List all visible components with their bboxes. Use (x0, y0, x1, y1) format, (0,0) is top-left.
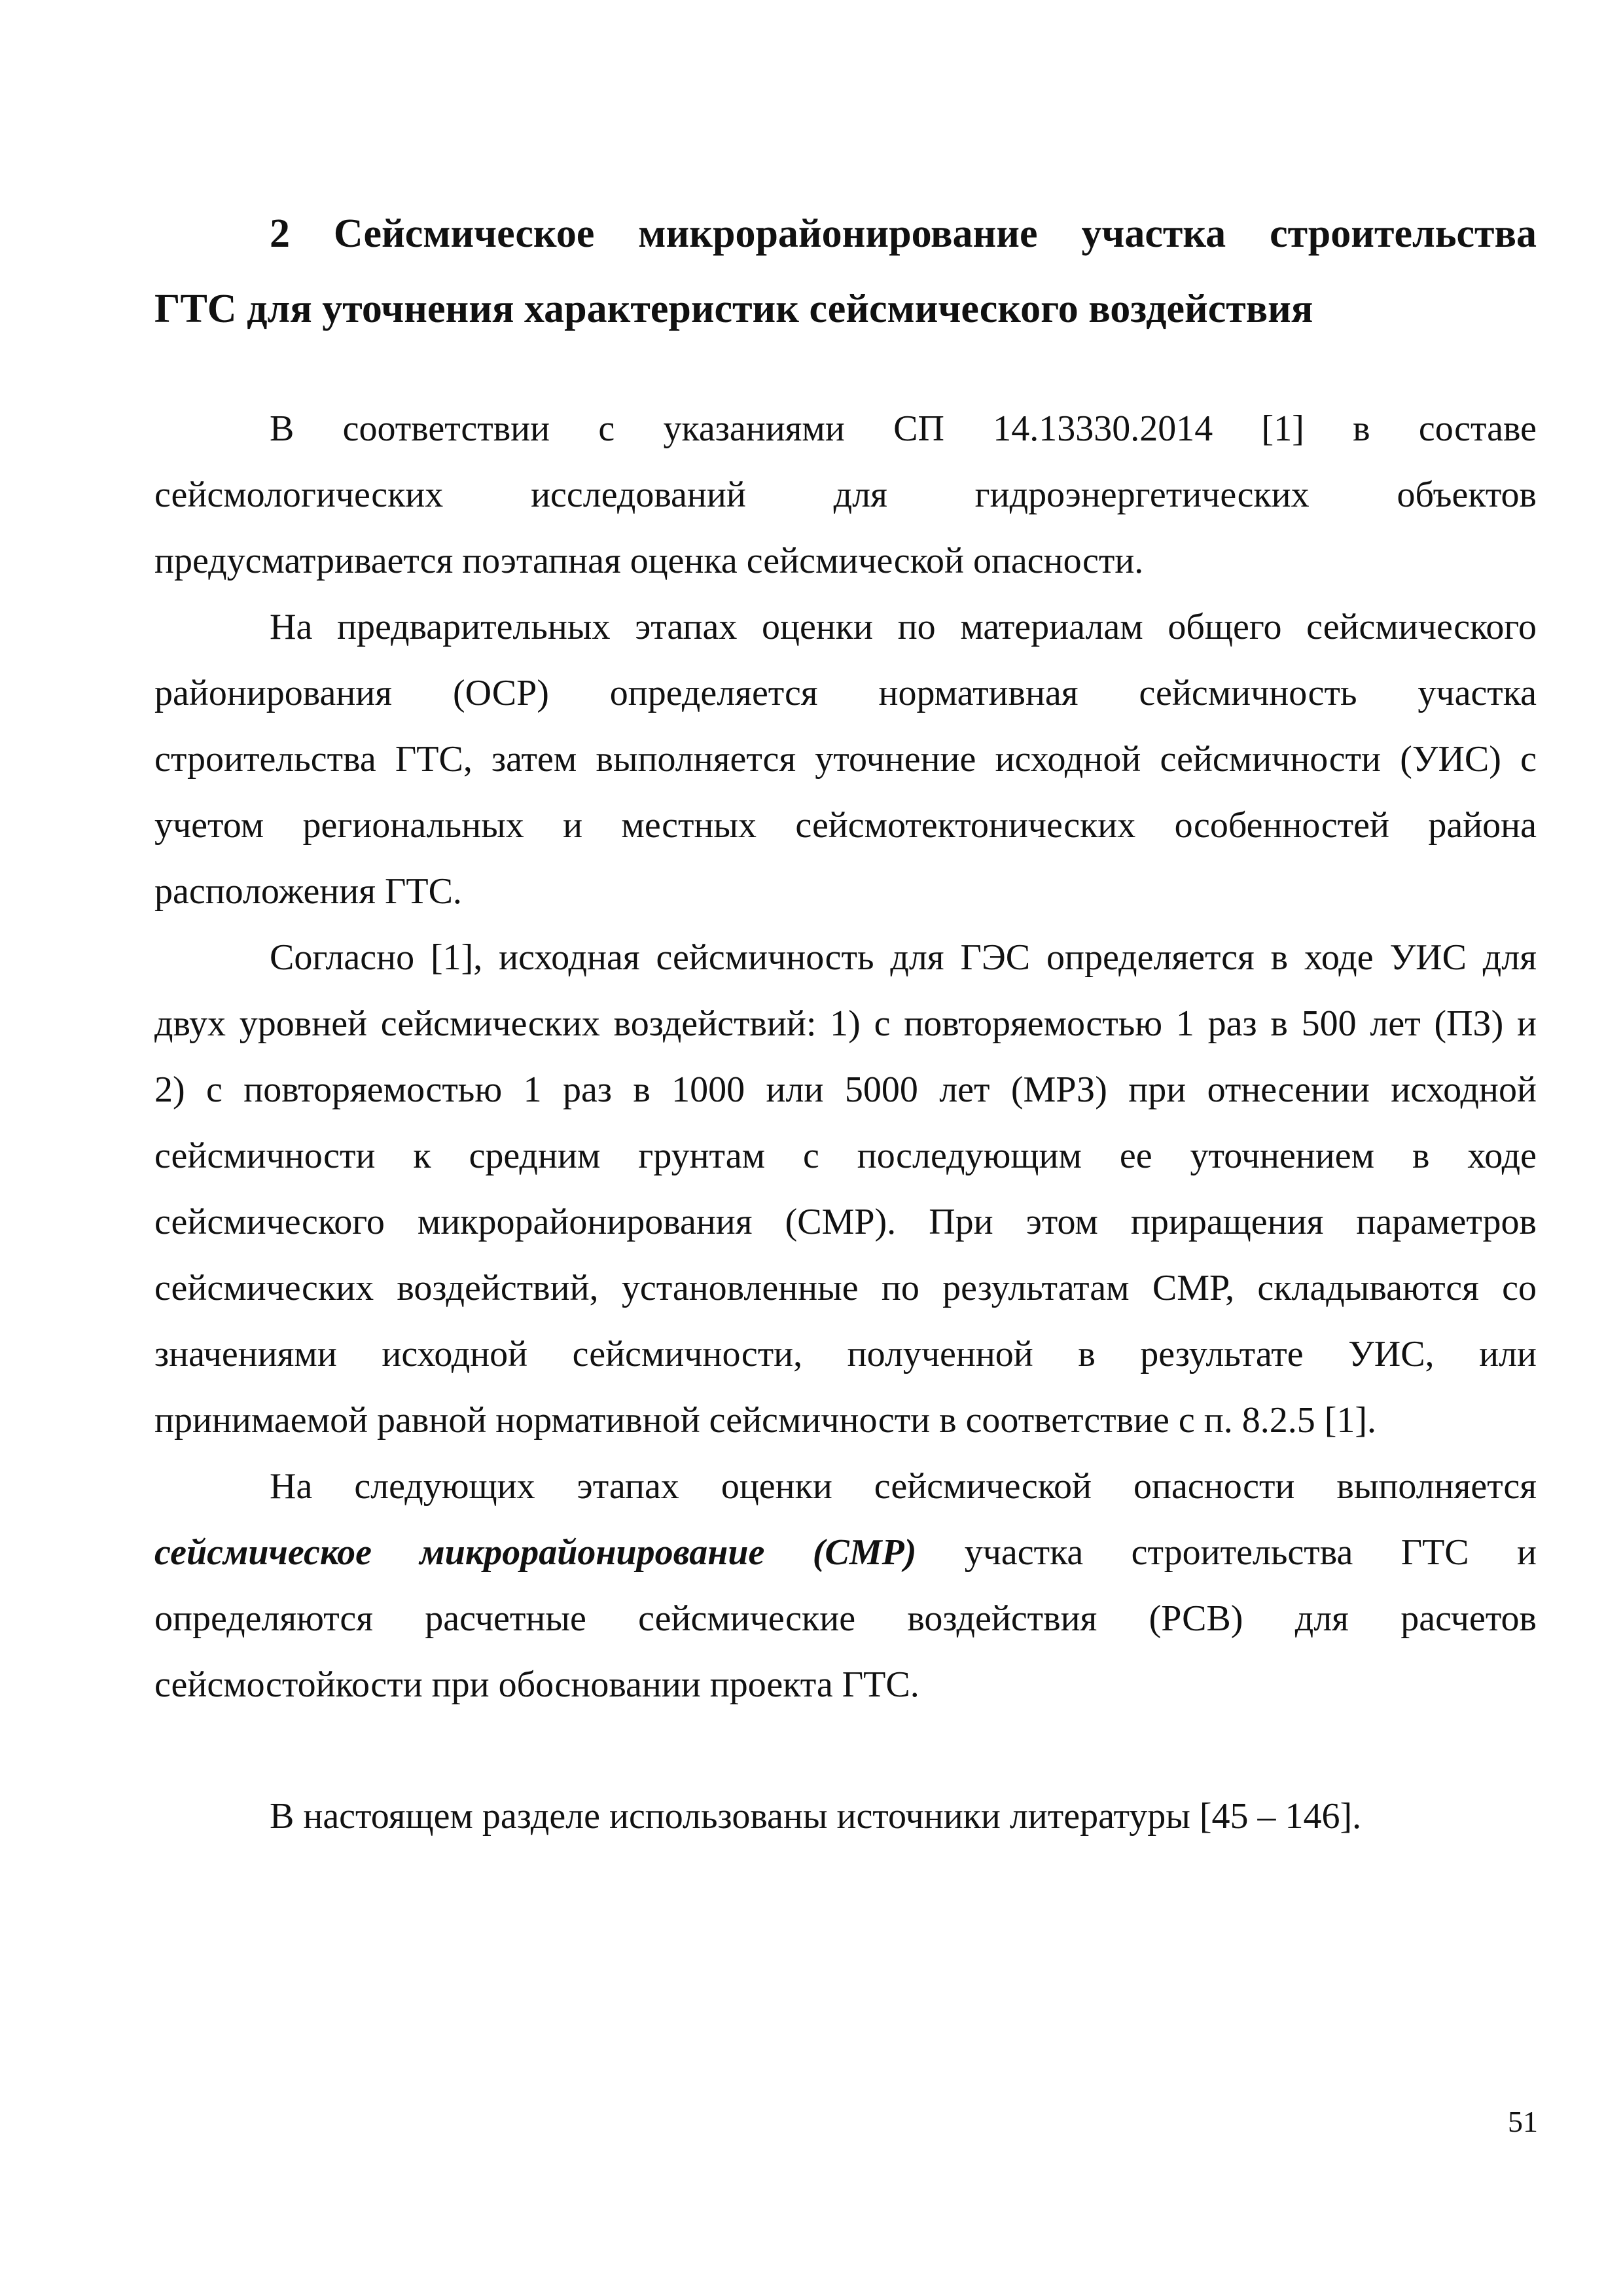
paragraph (154, 594, 1537, 925)
text-line: сейсмических воздействий, установленные по результатам СМР, складываются со (154, 1268, 1537, 1308)
section-heading (154, 196, 1537, 347)
text-line: двух уровней сейсмических воздействий: 1) с повторяемостью 1 раз в 500 лет (ПЗ) и (154, 1003, 1537, 1044)
text-line: значениями исходной сейсмичности, полученной в результате УИС, или (154, 1334, 1537, 1374)
text-line: принимаемой равной нормативной сейсмичности в соответствие с п. 8.2.5 [1]. (154, 1400, 1377, 1441)
text-line: В соответствии с указаниями СП 14.13330.2014 [1] в составе (270, 408, 1537, 449)
text-line: расположения ГТС. (154, 871, 462, 912)
text-line: На предварительных этапах оценки по материалам общего сейсмического (270, 607, 1537, 647)
text-line: предусматривается поэтапная оценка сейсмической опасности. (154, 541, 1144, 581)
text-line: На следующих этапах оценки сейсмической опасности выполняется (270, 1466, 1537, 1507)
text-line: определяются расчетные сейсмические воздействия (РСВ) для расчетов (154, 1598, 1537, 1639)
paragraph (154, 1784, 1537, 1850)
text-fragment: участка строительства ГТС и (964, 1532, 1537, 1573)
emphasis-term: сейсмическое микрорайонирование (СМР) (154, 1532, 917, 1573)
text-line: строительства ГТС, затем выполняется уточнение исходной сейсмичности (УИС) с (154, 739, 1537, 780)
paragraph (154, 925, 1537, 1454)
text-line: Согласно [1], исходная сейсмичность для ГЭС определяется в ходе УИС для (270, 937, 1537, 978)
heading-line: ГТС для уточнения характеристик сейсмического воздействия (154, 287, 1313, 331)
heading-line: 2 Сейсмическое микрорайонирование участка строительства (270, 211, 1537, 256)
text-line: сейсмологических исследований для гидроэнергетических объектов (154, 475, 1537, 515)
text-line: 2) с повторяемостью 1 раз в 1000 или 5000 лет (МРЗ) при отнесении исходной (154, 1069, 1537, 1110)
text-line: В настоящем разделе использованы источники литературы [45 – 146]. (270, 1796, 1362, 1837)
paragraph (154, 396, 1537, 594)
text-line: районирования (ОСР) определяется нормативная сейсмичность участка (154, 673, 1537, 713)
text-line: сейсмостойкости при обосновании проекта ГТС. (154, 1664, 919, 1705)
page-number: 51 (1508, 2105, 1538, 2138)
text-line: сейсмичности к средним грунтам с последующим ее уточнением в ходе (154, 1136, 1537, 1176)
text-line: сейсмического микрорайонирования (СМР). При этом приращения параметров (154, 1202, 1537, 1242)
text-line-with-emphasis (154, 1520, 1537, 1586)
paragraph (154, 1454, 1537, 1718)
text-line: учетом региональных и местных сейсмотектонических особенностей района (154, 805, 1537, 846)
